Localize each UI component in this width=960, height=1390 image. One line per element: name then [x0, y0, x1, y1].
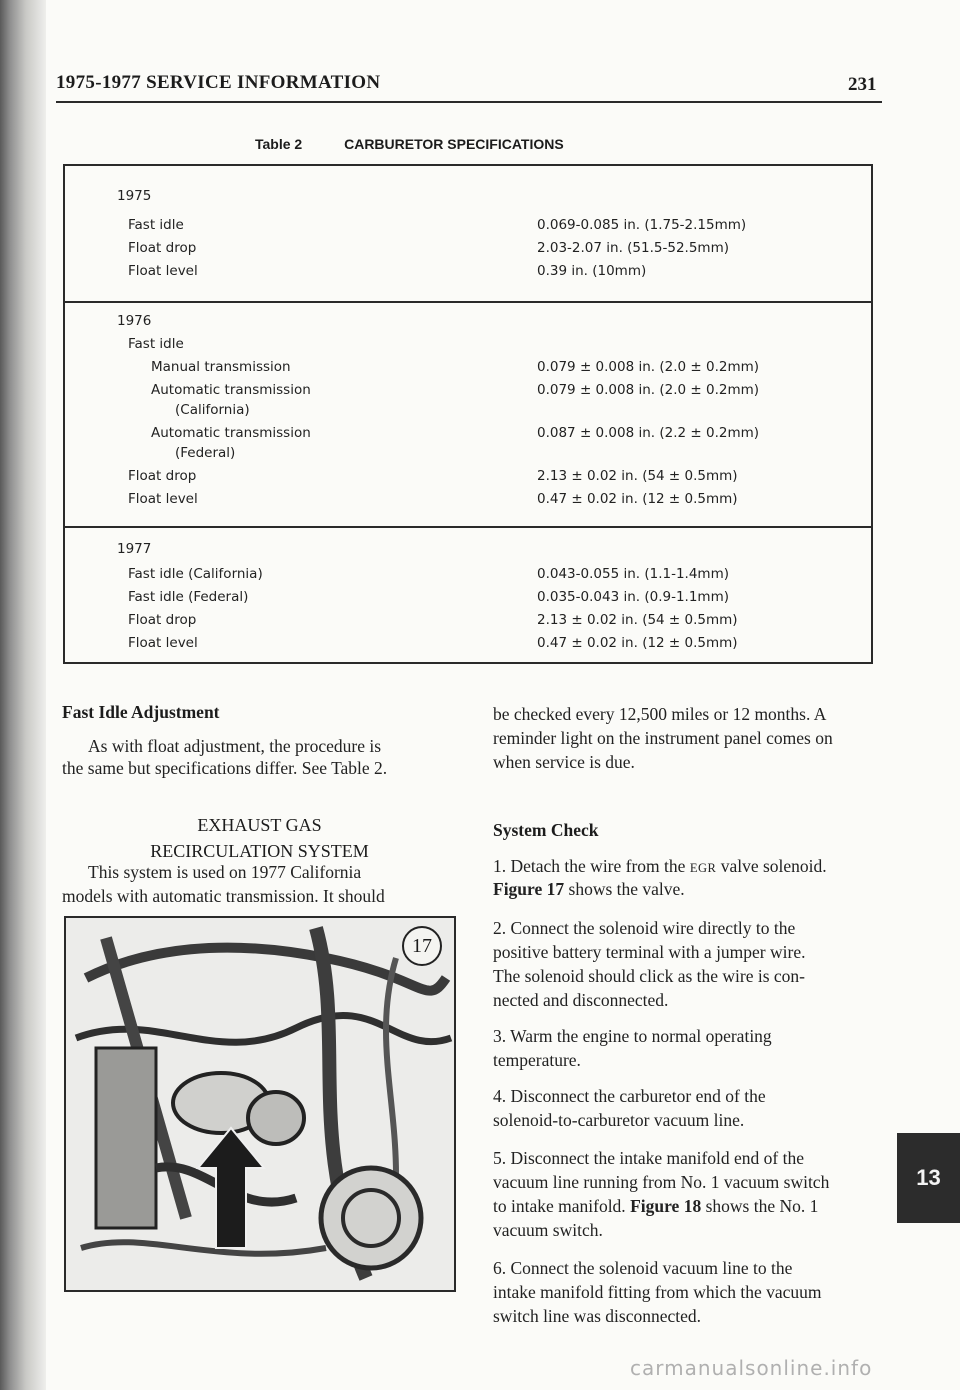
spec-value: 0.079 ± 0.008 in. (2.0 ± 0.2mm) — [537, 382, 760, 398]
figure-number-badge: 17 — [402, 926, 442, 966]
spec-label: Float drop — [128, 612, 197, 628]
paragraph-line: 5. Disconnect the intake manifold end of the — [493, 1148, 805, 1168]
paragraph-line: This system is used on 1977 California — [88, 862, 362, 882]
spec-value: 0.47 ± 0.02 in. (12 ± 0.5mm) — [537, 635, 738, 651]
paragraph-line: solenoid-to-carburetor vacuum line. — [493, 1110, 745, 1130]
paragraph-line: when service is due. — [493, 752, 635, 772]
paragraph-line: switch line was disconnected. — [493, 1306, 702, 1326]
table-caption — [255, 136, 715, 152]
step-text: 1. Detach the wire from the — [493, 856, 686, 876]
paragraph-line: 6. Connect the solenoid vacuum line to the — [493, 1258, 793, 1278]
paragraph-line: reminder light on the instrument panel comes on — [493, 728, 833, 748]
year-label: 1976 — [117, 313, 152, 329]
spec-value: 0.47 ± 0.02 in. (12 ± 0.5mm) — [537, 491, 738, 507]
spec-value: 0.087 ± 0.008 in. (2.2 ± 0.2mm) — [537, 425, 760, 441]
spec-value: 0.043-0.055 in. (1.1-1.4mm) — [537, 566, 729, 582]
paragraph-line: 4. Disconnect the carburetor end of the — [493, 1086, 766, 1106]
spec-label: Fast idle (Federal) — [128, 589, 249, 605]
spec-label: Float level — [128, 635, 198, 651]
chapter-tab: 13 — [897, 1133, 960, 1223]
fast-idle-heading: Fast Idle Adjustment — [62, 702, 220, 722]
spec-sublabel: (Federal) — [175, 445, 236, 461]
spec-sublabel: (California) — [175, 402, 250, 418]
figure-reference: Figure 18 — [630, 1196, 702, 1216]
watermark: carmanualsonline.info — [630, 1356, 873, 1380]
step-text: valve solenoid. — [720, 856, 827, 876]
paragraph-line: nected and disconnected. — [493, 990, 669, 1010]
spec-value: 0.035-0.043 in. (0.9-1.1mm) — [537, 589, 729, 605]
spec-label: Fast idle — [128, 217, 184, 233]
paragraph-line: positive battery terminal with a jumper wire. — [493, 942, 806, 962]
paragraph-line: the same but specifications differ. See Table 2. — [62, 758, 388, 778]
spec-value: 2.03-2.07 in. (51.5-52.5mm) — [537, 240, 729, 256]
step-1-line — [493, 877, 883, 901]
spec-label: Float drop — [128, 468, 197, 484]
spec-label: Automatic transmission — [151, 382, 311, 398]
table-section-1975 — [65, 166, 871, 303]
step-text: to intake manifold. — [493, 1196, 626, 1216]
paragraph-line: 2. Connect the solenoid wire directly to the — [493, 918, 796, 938]
egr-abbrev: EGR — [689, 861, 717, 875]
paragraph-line: models with automatic transmission. It should — [62, 886, 385, 906]
spec-value: 2.13 ± 0.02 in. (54 ± 0.5mm) — [537, 468, 738, 484]
egr-heading-line: RECIRCULATION SYSTEM — [150, 841, 369, 861]
paragraph-line: intake manifold fitting from which the vacuum — [493, 1282, 822, 1302]
spec-label: Fast idle — [128, 336, 184, 352]
paragraph-line: vacuum line running from No. 1 vacuum switch — [493, 1172, 830, 1192]
spec-label: Fast idle (California) — [128, 566, 263, 582]
carburetor-spec-table — [63, 164, 873, 664]
paragraph-line: 3. Warm the engine to normal operating — [493, 1026, 772, 1046]
egr-heading — [62, 812, 457, 864]
running-header-title: 1975-1977 SERVICE INFORMATION — [56, 72, 381, 93]
year-label: 1975 — [117, 188, 152, 204]
spec-value: 0.39 in. (10mm) — [537, 263, 647, 279]
spec-label: Float drop — [128, 240, 197, 256]
book-spine-shadow — [0, 0, 46, 1390]
table-section-1977 — [65, 526, 871, 662]
table-caption-label: Table 2 — [255, 136, 303, 152]
step-text: shows the valve. — [568, 879, 685, 899]
page-number: 231 — [848, 74, 877, 95]
paragraph-line: temperature. — [493, 1050, 581, 1070]
spec-value: 0.079 ± 0.008 in. (2.0 ± 0.2mm) — [537, 359, 760, 375]
spec-label: Manual transmission — [151, 359, 291, 375]
spec-label: Automatic transmission — [151, 425, 311, 441]
header-rule — [56, 101, 882, 103]
paragraph-line: As with float adjustment, the procedure is — [88, 736, 382, 756]
step-5-line — [493, 1194, 883, 1218]
step-text: shows the No. 1 — [705, 1196, 819, 1216]
table-caption-title: CARBURETOR SPECIFICATIONS — [344, 136, 564, 152]
paragraph-line: vacuum switch. — [493, 1220, 603, 1240]
figure-17-egr-valve-photo — [64, 916, 456, 1292]
engine-photo-illustration — [66, 918, 454, 1290]
paragraph-line: The solenoid should click as the wire is con- — [493, 966, 806, 986]
year-label: 1977 — [117, 541, 152, 557]
figure-reference: Figure 17 — [493, 879, 565, 899]
table-section-1976 — [65, 301, 871, 528]
paragraph-line: be checked every 12,500 miles or 12 months. A — [493, 704, 827, 724]
egr-heading-line: EXHAUST GAS — [197, 815, 322, 835]
system-check-heading: System Check — [493, 820, 599, 840]
spec-label: Float level — [128, 491, 198, 507]
spec-label: Float level — [128, 263, 198, 279]
spec-value: 0.069-0.085 in. (1.75-2.15mm) — [537, 217, 747, 233]
spec-value: 2.13 ± 0.02 in. (54 ± 0.5mm) — [537, 612, 738, 628]
